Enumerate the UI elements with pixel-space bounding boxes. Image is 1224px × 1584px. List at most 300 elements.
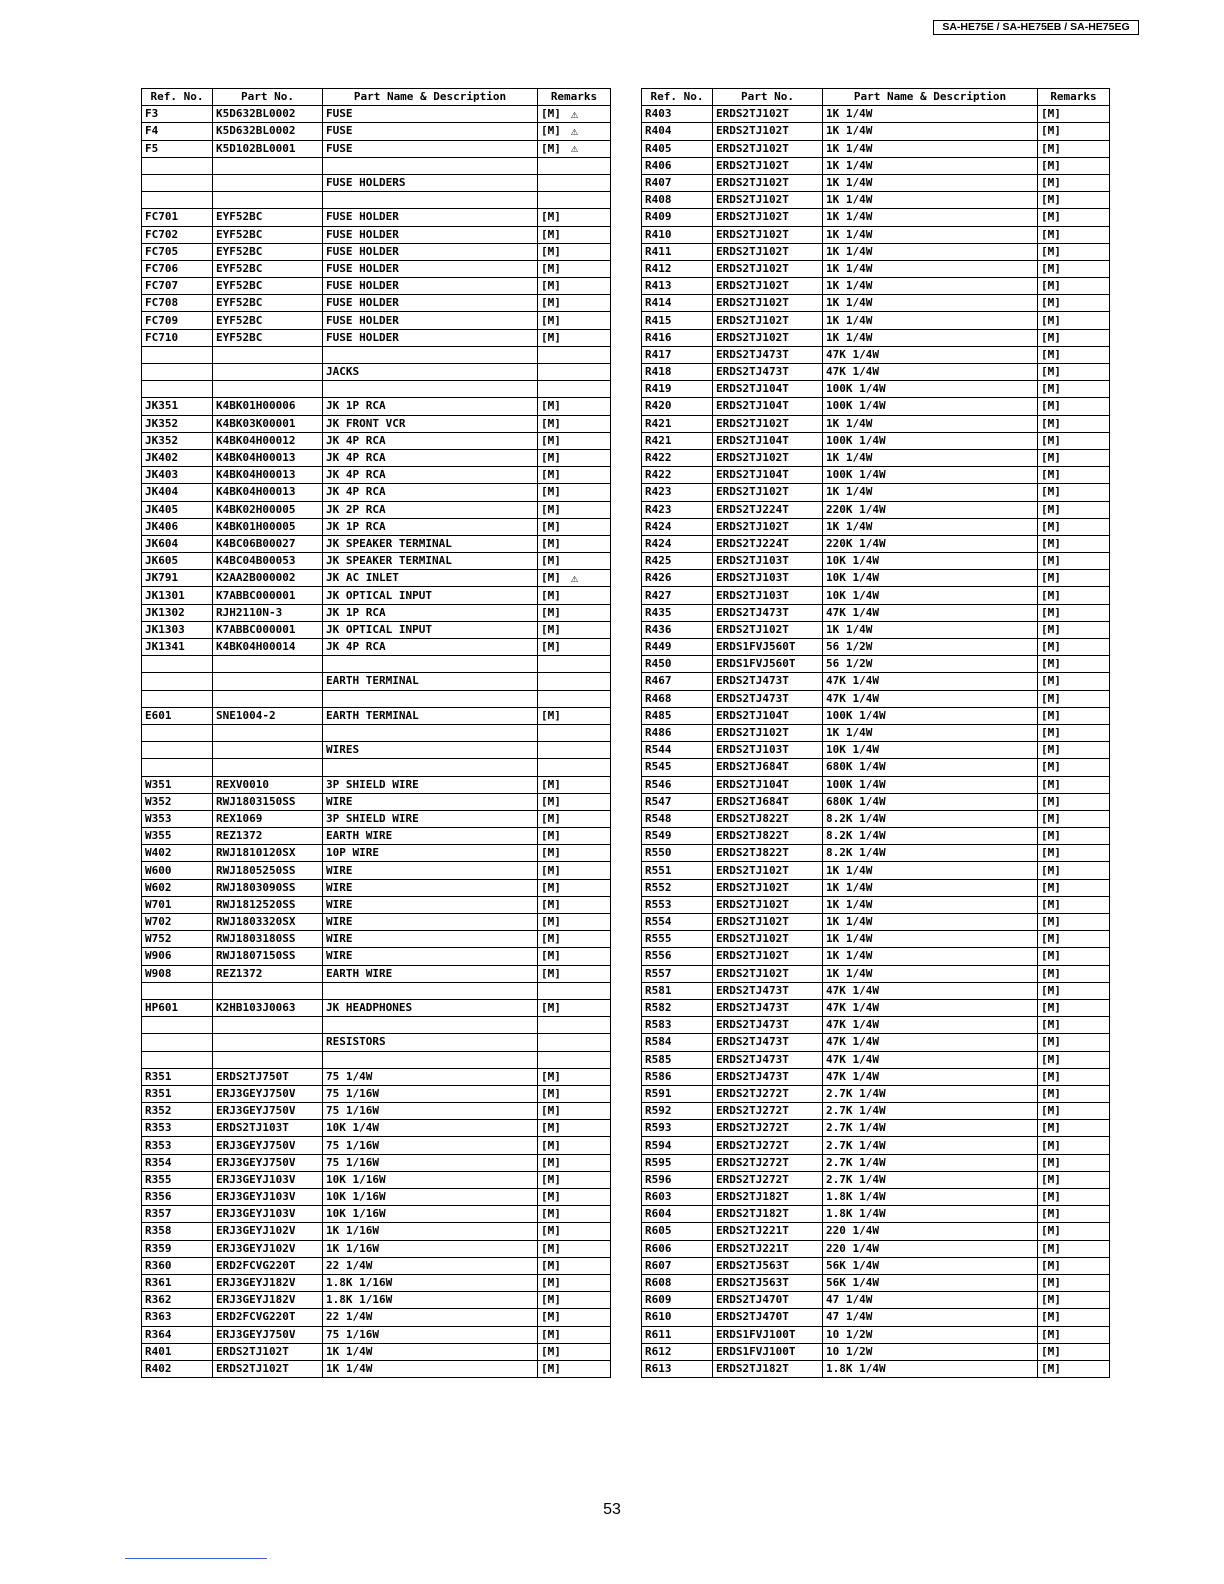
ref-no-cell <box>142 243 213 260</box>
ref-no-cell <box>142 209 213 226</box>
ref-no-cell <box>142 570 213 587</box>
part-no-text: ERDS2TJ473T <box>716 1035 789 1049</box>
ref-no-text: F3 <box>145 107 159 121</box>
part-name-text: 1.8K 1/4W <box>826 1207 886 1221</box>
part-name-cell <box>823 226 1038 243</box>
table-row <box>142 639 611 656</box>
remarks-text: [M] <box>1041 1207 1061 1221</box>
remarks-text: [M] <box>541 519 561 533</box>
part-no-cell <box>213 1085 323 1102</box>
part-name-text: 56 1/2W <box>826 640 873 654</box>
part-no-cell <box>213 278 323 295</box>
ref-no-text: R583 <box>645 1018 672 1032</box>
part-name-text: 75 1/16W <box>326 1086 379 1100</box>
part-name-text: 1K 1/4W <box>826 622 873 636</box>
ref-no-text: JK404 <box>145 485 179 499</box>
part-name-cell <box>323 140 538 157</box>
ref-no-cell <box>642 192 713 209</box>
remarks-text: [M] <box>1041 1172 1061 1186</box>
table-row <box>142 759 611 776</box>
part-name-text: 1K 1/4W <box>826 966 873 980</box>
table-row <box>642 415 1110 432</box>
part-no-cell <box>713 914 823 931</box>
ref-no-cell <box>142 518 213 535</box>
table-row <box>642 553 1110 570</box>
table-row <box>142 449 611 466</box>
part-no-cell <box>213 535 323 552</box>
part-name-cell <box>323 862 538 879</box>
part-no-cell <box>713 1189 823 1206</box>
remarks-cell <box>1038 1034 1110 1051</box>
remarks-text: [M] <box>1041 1344 1061 1358</box>
remarks-cell <box>538 329 611 346</box>
remarks-text: [M] <box>541 708 561 722</box>
part-no-text: EYF52BC <box>216 244 263 258</box>
remarks-cell <box>1038 1257 1110 1274</box>
ref-no-cell <box>142 140 213 157</box>
col-remarks: Remarks <box>1038 89 1110 106</box>
ref-no-cell <box>142 896 213 913</box>
part-no-cell <box>213 364 323 381</box>
remarks-cell <box>1038 793 1110 810</box>
remarks-text: [M] <box>1041 777 1061 791</box>
part-no-cell <box>713 1051 823 1068</box>
remarks-text: [M] <box>1041 1327 1061 1341</box>
part-name-text: 75 1/16W <box>326 1327 379 1341</box>
part-no-text: ERDS2TJ470T <box>716 1310 789 1324</box>
part-no-text: ERDS2TJ473T <box>716 605 789 619</box>
part-no-cell <box>713 828 823 845</box>
remarks-text: [M] <box>541 1207 561 1221</box>
part-name-cell <box>323 295 538 312</box>
remarks-text: [M] <box>541 1344 561 1358</box>
table-row <box>642 879 1110 896</box>
table-row <box>142 484 611 501</box>
ref-no-text: R592 <box>645 1104 672 1118</box>
remarks-cell <box>538 1326 611 1343</box>
remarks-text: [M] <box>1041 313 1061 327</box>
table-row <box>642 999 1110 1016</box>
remarks-text: [M] <box>1041 674 1061 688</box>
part-name-text: 47K 1/4W <box>826 1069 879 1083</box>
part-name-text: 47K 1/4W <box>826 983 879 997</box>
table-row <box>142 673 611 690</box>
table-row <box>642 449 1110 466</box>
ref-no-text: R351 <box>145 1086 172 1100</box>
part-no-cell <box>213 260 323 277</box>
part-name-cell <box>323 123 538 140</box>
part-no-cell <box>713 896 823 913</box>
part-name-text: 100K 1/4W <box>826 468 886 482</box>
part-name-text: 100K 1/4W <box>826 433 886 447</box>
table-row <box>142 553 611 570</box>
ref-no-cell <box>642 1326 713 1343</box>
part-name-cell <box>323 398 538 415</box>
ref-no-text: R581 <box>645 983 672 997</box>
table-row <box>142 914 611 931</box>
table-row <box>642 1257 1110 1274</box>
remarks-text: [M] <box>1041 794 1061 808</box>
ref-no-cell <box>642 759 713 776</box>
part-name-cell <box>323 999 538 1016</box>
ref-no-text: R363 <box>145 1310 172 1324</box>
ref-no-cell <box>142 914 213 931</box>
part-name-cell <box>823 398 1038 415</box>
ref-no-text: R353 <box>145 1121 172 1135</box>
ref-no-text: R607 <box>645 1258 672 1272</box>
remarks-text: [M] <box>541 1361 561 1375</box>
part-name-text: 3P SHIELD WIRE <box>326 811 419 825</box>
part-name-text: 75 1/16W <box>326 1155 379 1169</box>
remarks-cell <box>538 226 611 243</box>
table-header-row <box>142 89 611 106</box>
remarks-cell <box>1038 690 1110 707</box>
part-name-cell <box>823 724 1038 741</box>
remarks-cell <box>538 123 611 140</box>
part-no-text: RWJ1805250SS <box>216 863 296 877</box>
part-no-cell <box>713 226 823 243</box>
part-name-cell <box>823 295 1038 312</box>
part-no-text: ERDS2TJ221T <box>716 1241 789 1255</box>
part-no-cell <box>713 759 823 776</box>
part-no-cell <box>213 948 323 965</box>
part-name-text: 75 1/4W <box>326 1069 373 1083</box>
ref-no-cell <box>642 639 713 656</box>
remarks-text: [M] <box>541 640 561 654</box>
part-name-text: EARTH WIRE <box>326 966 393 980</box>
table-row <box>642 690 1110 707</box>
table-row <box>642 1137 1110 1154</box>
ref-no-text: W752 <box>145 932 172 946</box>
remarks-cell <box>1038 724 1110 741</box>
remarks-text: [M] <box>1041 1121 1061 1135</box>
remarks-text: [M] <box>541 554 561 568</box>
ref-no-text: R409 <box>645 210 672 224</box>
ref-no-cell <box>642 381 713 398</box>
part-name-text: 56K 1/4W <box>826 1276 879 1290</box>
remarks-cell <box>1038 759 1110 776</box>
remarks-cell <box>538 673 611 690</box>
part-no-text: K4BK03K00001 <box>216 416 296 430</box>
table-row <box>142 931 611 948</box>
table-row <box>142 828 611 845</box>
part-name-cell <box>323 587 538 604</box>
table-row <box>642 1240 1110 1257</box>
table-row <box>642 673 1110 690</box>
part-no-text: REZ1372 <box>216 966 263 980</box>
ref-no-cell <box>642 535 713 552</box>
part-name-cell <box>323 1068 538 1085</box>
part-name-cell <box>323 329 538 346</box>
part-name-cell <box>823 1085 1038 1102</box>
part-name-cell <box>323 982 538 999</box>
table-row <box>142 312 611 329</box>
remarks-text: [M] <box>1041 1018 1061 1032</box>
remarks-text: [M] <box>541 433 561 447</box>
part-no-cell <box>713 398 823 415</box>
part-no-text: K4BK04H00013 <box>216 451 296 465</box>
ref-no-text: R550 <box>645 846 672 860</box>
remarks-text: [M] <box>541 1069 561 1083</box>
remarks-cell <box>538 1343 611 1360</box>
part-name-cell <box>323 656 538 673</box>
part-no-text: K2AA2B000002 <box>216 571 296 585</box>
part-name-text: FUSE <box>326 107 353 121</box>
remarks-cell <box>538 724 611 741</box>
model-label: SA-HE75E / SA-HE75EB / SA-HE75EG <box>933 20 1139 35</box>
remarks-cell <box>1038 1189 1110 1206</box>
part-name-text: JK OPTICAL INPUT <box>326 588 432 602</box>
ref-no-cell <box>642 724 713 741</box>
part-no-cell <box>713 449 823 466</box>
remarks-cell <box>1038 123 1110 140</box>
part-no-text: ERDS2TJ272T <box>716 1172 789 1186</box>
part-name-cell <box>323 157 538 174</box>
part-no-text: ERDS2TJ563T <box>716 1258 789 1272</box>
part-no-cell <box>713 707 823 724</box>
table-row <box>142 1326 611 1343</box>
ref-no-cell <box>142 1257 213 1274</box>
part-name-cell <box>323 1171 538 1188</box>
part-no-text: ERDS2TJ102T <box>716 261 789 275</box>
ref-no-text: R603 <box>645 1190 672 1204</box>
part-name-cell <box>823 1309 1038 1326</box>
part-no-cell <box>213 690 323 707</box>
part-name-text: JK FRONT VCR <box>326 416 406 430</box>
part-no-cell <box>713 948 823 965</box>
part-no-text: EYF52BC <box>216 279 263 293</box>
part-name-cell <box>823 535 1038 552</box>
part-no-cell <box>713 467 823 484</box>
part-no-cell <box>213 1360 323 1377</box>
remarks-text: [M] <box>1041 227 1061 241</box>
table-row <box>642 295 1110 312</box>
remarks-text: [M] <box>1041 932 1061 946</box>
part-no-cell <box>213 501 323 518</box>
table-row <box>642 948 1110 965</box>
part-no-text: ERDS2TJ102T <box>216 1361 289 1375</box>
ref-no-cell <box>642 278 713 295</box>
ref-no-text: R467 <box>645 674 672 688</box>
part-no-text: ERJ3GEYJ750V <box>216 1086 296 1100</box>
part-name-cell <box>323 209 538 226</box>
ref-no-text: R360 <box>145 1258 172 1272</box>
warning-triangle-icon: ⚠ <box>570 123 579 138</box>
remarks-text: [M] <box>1041 519 1061 533</box>
part-name-text: 220K 1/4W <box>826 502 886 516</box>
remarks-cell <box>1038 982 1110 999</box>
table-row <box>142 793 611 810</box>
part-no-cell <box>713 381 823 398</box>
ref-no-cell <box>142 948 213 965</box>
ref-no-cell <box>642 999 713 1016</box>
remarks-text: [M] <box>541 1155 561 1169</box>
ref-no-text: R418 <box>645 365 672 379</box>
remarks-cell <box>1038 587 1110 604</box>
ref-no-cell <box>642 587 713 604</box>
remarks-text: [M] <box>541 399 561 413</box>
part-name-cell <box>823 896 1038 913</box>
part-no-cell <box>713 501 823 518</box>
part-name-cell <box>323 931 538 948</box>
part-name-cell <box>323 948 538 965</box>
ref-no-text: R402 <box>145 1361 172 1375</box>
part-no-cell <box>713 1206 823 1223</box>
part-no-cell <box>713 1034 823 1051</box>
part-name-text: 47K 1/4W <box>826 605 879 619</box>
remarks-text: [M] <box>541 141 561 155</box>
part-no-cell <box>213 1292 323 1309</box>
remarks-cell <box>1038 192 1110 209</box>
ref-no-text: JK1301 <box>145 588 185 602</box>
part-no-cell <box>713 1309 823 1326</box>
remarks-text: [M] <box>1041 726 1061 740</box>
table-row <box>142 260 611 277</box>
table-row <box>642 621 1110 638</box>
part-no-cell <box>213 587 323 604</box>
remarks-text: [M] <box>1041 107 1061 121</box>
remarks-cell <box>1038 140 1110 157</box>
remarks-text: [M] <box>541 416 561 430</box>
ref-no-cell <box>142 484 213 501</box>
ref-no-cell <box>142 604 213 621</box>
ref-no-cell <box>642 845 713 862</box>
part-name-cell <box>323 1257 538 1274</box>
remarks-text: [M] <box>541 1241 561 1255</box>
part-name-text: 8.2K 1/4W <box>826 829 886 843</box>
part-no-cell <box>213 174 323 191</box>
part-no-cell <box>213 243 323 260</box>
part-no-text: K4BC04B00053 <box>216 554 296 568</box>
ref-no-cell <box>642 226 713 243</box>
remarks-cell <box>1038 295 1110 312</box>
remarks-cell <box>1038 845 1110 862</box>
part-name-text: JK 1P RCA <box>326 605 386 619</box>
table-row <box>642 1292 1110 1309</box>
part-no-cell <box>213 673 323 690</box>
part-name-text: RESISTORS <box>326 1035 386 1049</box>
remarks-text: [M] <box>1041 193 1061 207</box>
remarks-text: [M] <box>1041 451 1061 465</box>
remarks-text: [M] <box>541 296 561 310</box>
ref-no-text: W908 <box>145 966 172 980</box>
part-name-cell <box>323 1326 538 1343</box>
part-name-cell <box>323 1309 538 1326</box>
ref-no-text: R361 <box>145 1276 172 1290</box>
ref-no-cell <box>642 553 713 570</box>
part-no-text: ERJ3GEYJ750V <box>216 1138 296 1152</box>
part-no-text: EYF52BC <box>216 210 263 224</box>
remarks-cell <box>538 1017 611 1034</box>
remarks-text: [M] <box>1041 330 1061 344</box>
ref-no-text: R422 <box>645 451 672 465</box>
remarks-cell <box>538 690 611 707</box>
part-name-cell <box>823 1051 1038 1068</box>
ref-no-cell <box>642 1189 713 1206</box>
part-name-cell <box>323 914 538 931</box>
table-row <box>642 535 1110 552</box>
table-row <box>642 1103 1110 1120</box>
remarks-cell <box>538 982 611 999</box>
part-name-text: 1K 1/4W <box>826 519 873 533</box>
part-name-cell <box>323 1103 538 1120</box>
table-row <box>642 192 1110 209</box>
part-no-cell <box>213 1189 323 1206</box>
ref-no-cell <box>642 1171 713 1188</box>
part-name-text: 1K 1/4W <box>826 880 873 894</box>
part-name-text: 220 1/4W <box>826 1224 879 1238</box>
part-name-cell <box>323 621 538 638</box>
part-no-text: ERDS2TJ102T <box>716 622 789 636</box>
part-no-cell <box>213 1051 323 1068</box>
remarks-cell <box>1038 346 1110 363</box>
table-row <box>642 776 1110 793</box>
table-row <box>142 879 611 896</box>
part-no-cell <box>213 553 323 570</box>
remarks-text: [M] <box>1041 897 1061 911</box>
part-name-text: EARTH TERMINAL <box>326 674 419 688</box>
ref-no-cell <box>142 776 213 793</box>
ref-no-cell <box>142 587 213 604</box>
remarks-cell <box>538 1154 611 1171</box>
part-name-text: FUSE HOLDERS <box>326 176 406 190</box>
part-no-cell <box>213 1171 323 1188</box>
part-no-text: ERDS2TJ102T <box>716 107 789 121</box>
ref-no-cell <box>642 1120 713 1137</box>
part-name-cell <box>323 707 538 724</box>
ref-no-cell <box>142 639 213 656</box>
remarks-text: [M] <box>541 107 561 121</box>
ref-no-cell <box>142 432 213 449</box>
part-no-text: ERDS2TJ272T <box>716 1138 789 1152</box>
ref-no-cell <box>142 1085 213 1102</box>
part-no-text: ERDS2TJ563T <box>716 1276 789 1290</box>
remarks-text: [M] <box>541 571 561 585</box>
part-name-text: JK 4P RCA <box>326 468 386 482</box>
part-name-cell <box>823 260 1038 277</box>
part-name-text: 1K 1/4W <box>826 244 873 258</box>
table-row <box>142 174 611 191</box>
part-name-text: 1K 1/4W <box>826 279 873 293</box>
table-row <box>142 587 611 604</box>
part-name-cell <box>323 1017 538 1034</box>
ref-no-text: W602 <box>145 880 172 894</box>
part-no-text: ERDS2TJ102T <box>716 158 789 172</box>
part-name-cell <box>323 432 538 449</box>
table-row <box>642 278 1110 295</box>
part-name-text: 22 1/4W <box>326 1258 373 1272</box>
ref-no-cell <box>142 1189 213 1206</box>
ref-no-text: R424 <box>645 519 672 533</box>
remarks-cell <box>1038 1274 1110 1291</box>
table-row <box>142 570 611 587</box>
ref-no-text: R405 <box>645 141 672 155</box>
table-row <box>642 398 1110 415</box>
ref-no-text: R556 <box>645 949 672 963</box>
remarks-text: [M] <box>541 966 561 980</box>
ref-no-cell <box>642 965 713 982</box>
remarks-text: [M] <box>1041 622 1061 636</box>
part-no-text: ERDS2TJ272T <box>716 1155 789 1169</box>
remarks-cell <box>538 639 611 656</box>
part-name-text: 10 1/2W <box>826 1344 873 1358</box>
part-no-cell <box>213 1154 323 1171</box>
part-name-cell <box>323 759 538 776</box>
part-name-text: FUSE <box>326 124 353 138</box>
remarks-text: [M] <box>541 1121 561 1135</box>
ref-no-cell <box>142 1154 213 1171</box>
remarks-text: [M] <box>1041 708 1061 722</box>
